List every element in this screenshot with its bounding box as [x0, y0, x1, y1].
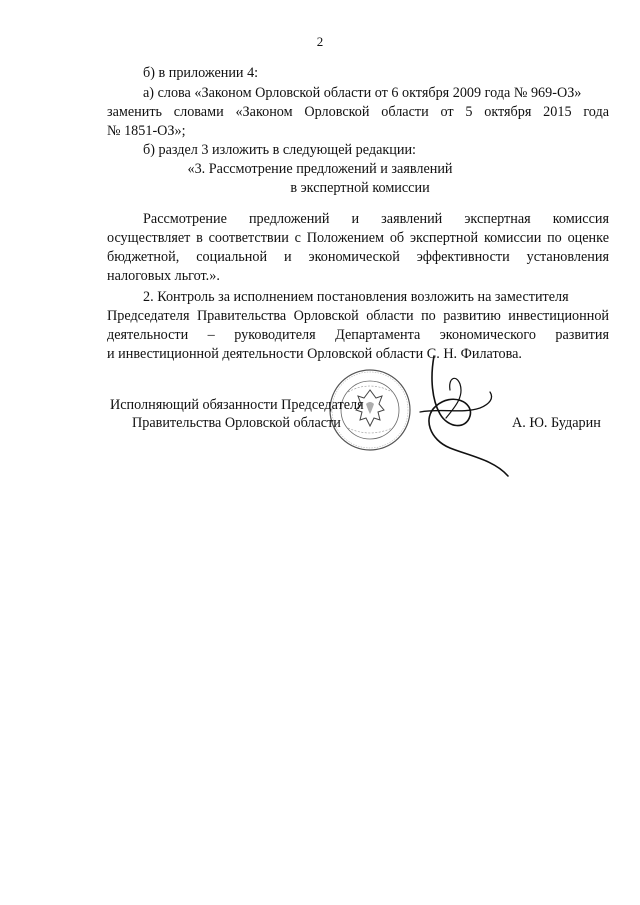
signer-position-line-1: Исполняющий обязанности Председателя: [110, 397, 364, 413]
signer-name: А. Ю. Бударин: [512, 415, 601, 431]
paragraph-control-line-4: и инвестиционной деятельности Орловской области С. Н. Филатова.: [107, 346, 522, 362]
section-heading-line-1: «3. Рассмотрение предложений и заявлений: [187, 161, 453, 177]
paragraph-appendix-4: б) в приложении 4:: [143, 65, 259, 81]
paragraph-review-line-3: бюджетной, социальной и экономической эффективности установления: [107, 249, 609, 265]
paragraph-review-line-4: налоговых льгот.».: [107, 268, 220, 284]
paragraph-section-3: б) раздел 3 изложить в следующей редакции:: [143, 142, 416, 158]
paragraph-control-line-1: 2. Контроль за исполнением постановления возложить на заместителя: [143, 289, 569, 305]
paragraph-review-line-1: Рассмотрение предложений и заявлений экспертная комиссия: [143, 211, 609, 227]
paragraph-control-line-3: деятельности – руководителя Департамента экономического развития: [107, 327, 609, 343]
paragraph-control-line-2: Председателя Правительства Орловской области по развитию инвестиционной: [107, 308, 609, 324]
handwritten-signature-icon: [390, 348, 520, 478]
paragraph-a-line-2: заменить словами «Законом Орловской области от 5 октября 2015 года: [107, 104, 609, 120]
paragraph-a-line-1: а) слова «Законом Орловской области от 6 октября 2009 года № 969-ОЗ»: [143, 85, 582, 101]
paragraph-a-line-3: № 1851-ОЗ»;: [107, 123, 186, 139]
page-number: 2: [316, 34, 324, 49]
signer-position-line-2: Правительства Орловской области: [132, 415, 341, 431]
section-heading-line-2: в экспертной комиссии: [290, 180, 430, 196]
paragraph-review-line-2: осуществляет в соответствии с Положением об экспертной комиссии по оценке: [107, 230, 609, 246]
